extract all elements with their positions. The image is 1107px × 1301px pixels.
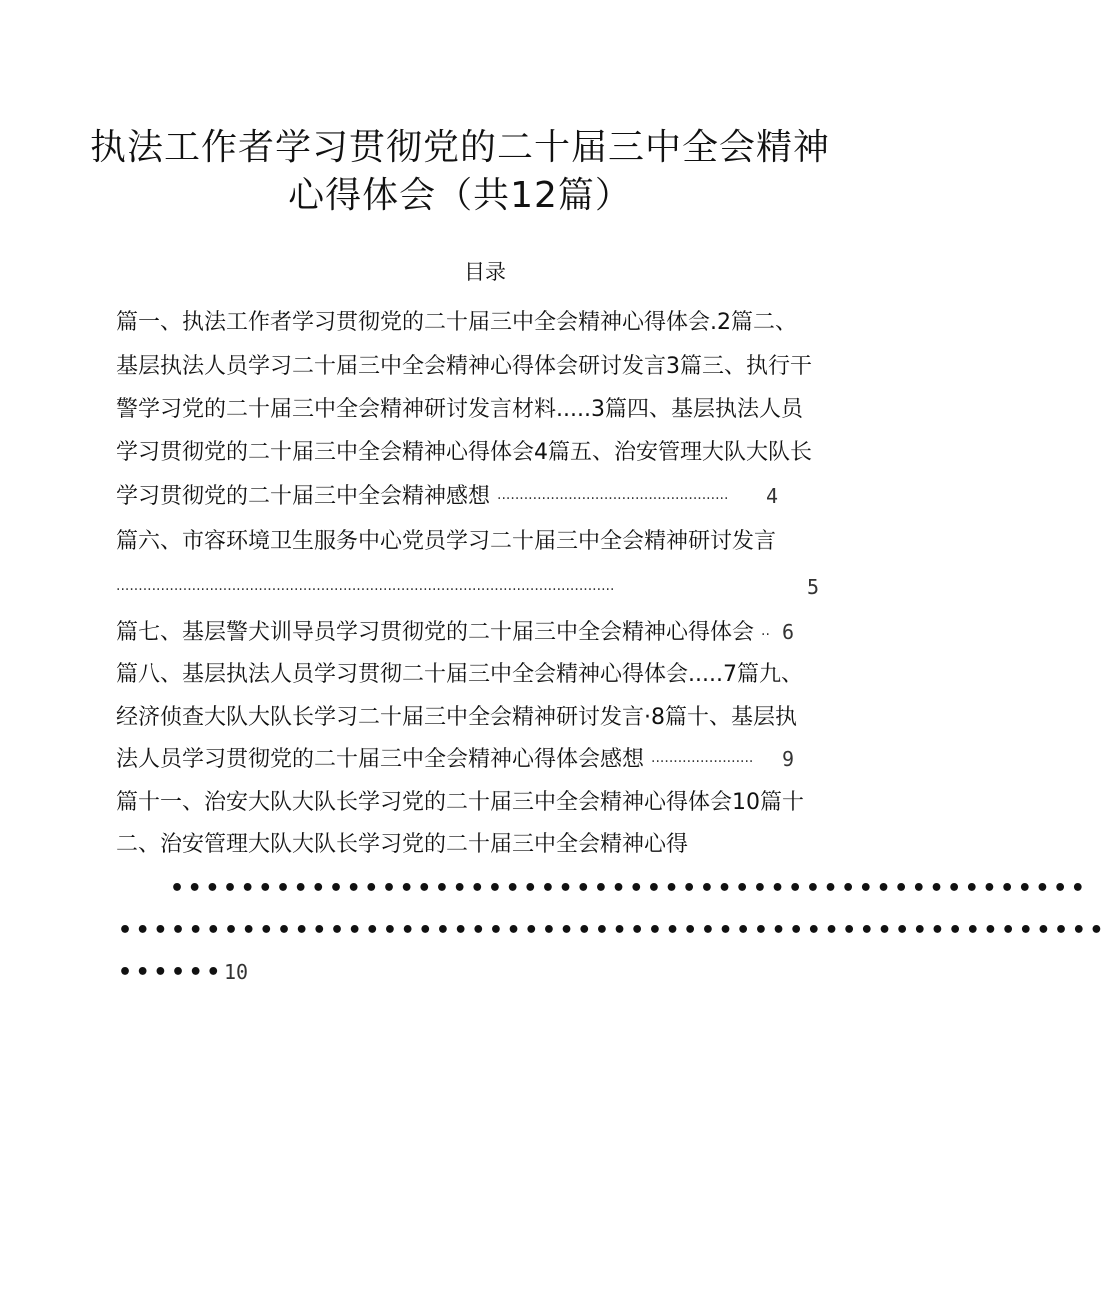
toc-line-5 <box>116 486 778 508</box>
document-title-line1: 执法工作者学习贯彻党的二十届三中全会精神 <box>89 127 830 168</box>
toc-entry-text: 学习贯彻党的二十届三中全会精神感想 <box>116 484 491 509</box>
toc-line-12: 篇十一、治安大队大队长学习党的二十届三中全会精神心得体会10篇十 <box>116 790 804 815</box>
dot-leader-row-2: •••••••••••••••••••••••••••••••••••••••••••••••••••••••• <box>118 918 1107 943</box>
dot-leader: .. <box>761 623 770 639</box>
dot-leader: •••••• <box>118 960 224 985</box>
dot-leader: ................................................................................................................ <box>116 578 615 594</box>
dot-leader: .................................................... <box>497 487 729 503</box>
toc-line-13: 二、治安管理大队大队长学习党的二十届三中全会精神心得 <box>116 832 689 857</box>
toc-line-10: 经济侦查大队大队长学习二十届三中全会精神研讨发言·8篇十、基层执 <box>116 705 797 730</box>
page-number: 5 <box>807 575 820 599</box>
toc-line-16 <box>118 962 248 984</box>
toc-heading: 目录 <box>464 260 506 284</box>
toc-line-6: 篇六、市容环境卫生服务中心党员学习二十届三中全会精神研讨发言 <box>116 529 777 554</box>
toc-line-9: 篇八、基层执法人员学习贯彻二十届三中全会精神心得体会.....7篇九、 <box>116 662 803 687</box>
page-number: 9 <box>782 747 795 771</box>
page-number: 4 <box>766 484 779 508</box>
toc-line-3: 警学习党的二十届三中全会精神研讨发言材料.....3篇四、基层执法人员 <box>116 397 803 422</box>
toc-line-8 <box>116 622 794 644</box>
toc-line-4: 学习贯彻党的二十届三中全会精神心得体会4篇五、治安管理大队大队长 <box>116 440 812 465</box>
toc-entry-text: 法人员学习贯彻党的二十届三中全会精神心得体会感想 <box>116 747 645 772</box>
toc-line-7 <box>116 577 819 599</box>
toc-entry-text: 篇七、基层警犬训导员学习贯彻党的二十届三中全会精神心得体会 <box>116 620 755 645</box>
dot-leader: ....................... <box>651 750 754 766</box>
page-number: 10 <box>223 960 249 984</box>
toc-line-2: 基层执法人员学习二十届三中全会精神心得体会研讨发言3篇三、执行干 <box>116 354 812 379</box>
toc-line-1: 篇一、执法工作者学习贯彻党的二十届三中全会精神心得体会.2篇二、 <box>116 310 797 335</box>
dot-leader-row-1: •••••••••••••••••••••••••••••••••••••••••••••••••••• <box>170 876 1089 901</box>
toc-line-11 <box>116 749 794 771</box>
document-title-line2: 心得体会（共12篇） <box>288 175 632 216</box>
page-number: 6 <box>782 620 795 644</box>
